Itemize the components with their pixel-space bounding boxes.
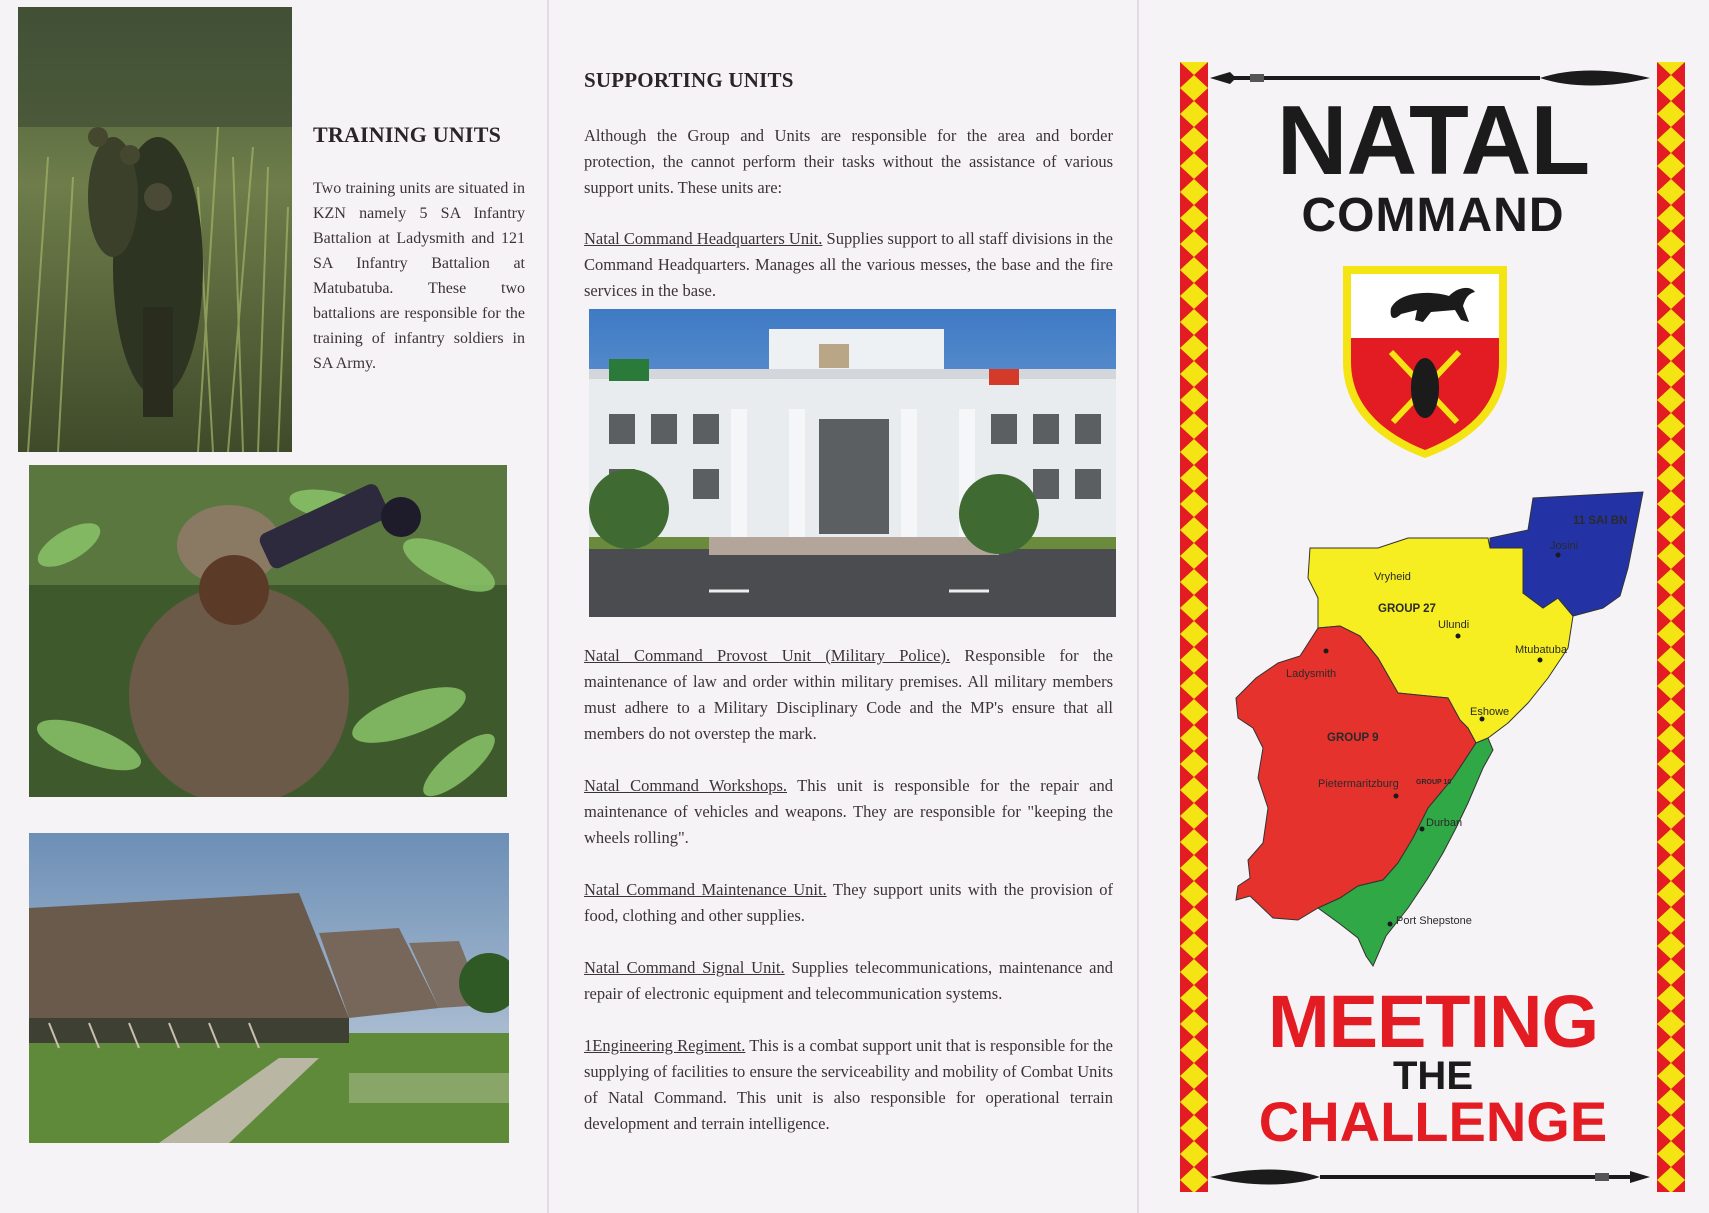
map-town-mtubatuba: Mtubatuba xyxy=(1515,644,1567,656)
training-units-heading: TRAINING UNITS xyxy=(313,122,502,147)
left-panel xyxy=(0,0,547,1213)
bottom-spear-icon xyxy=(1210,1165,1650,1189)
map-town-ladysmith: Ladysmith xyxy=(1286,668,1337,680)
natal-command-shield-emblem xyxy=(1339,262,1511,462)
hq-unit-description: Supplies support to all staff divisions in the Command Headquarters. Manages all the various messes, the base and the fire services in the base. xyxy=(584,229,1113,300)
signal-unit-description: Supplies telecommunications, maintenance and repair of electronic equipment and telecommunication systems. xyxy=(584,958,1114,1003)
left-zigzag-border xyxy=(1180,62,1208,1192)
map-town-eshowe: Eshowe xyxy=(1470,706,1510,718)
workshops-description: This unit is responsible for the repair and maintenance of vehicles and weapons. They are responsible for "keeping the wheels rolling". xyxy=(584,776,1113,847)
map-town-ulundi: Ulundi xyxy=(1438,619,1470,631)
fold-line-2 xyxy=(1137,0,1139,1213)
signal-unit-paragraph xyxy=(584,955,1113,1007)
supporting-units-heading: SUPPORTING UNITS xyxy=(584,68,794,92)
map-town-durban: Durban xyxy=(1426,817,1463,829)
thatched-buildings-photo xyxy=(29,833,509,1143)
map-label-11-sai-bn: 11 SAI BN xyxy=(1573,515,1628,527)
map-label-group-10: GROUP 10 xyxy=(1416,779,1452,786)
signal-unit-name: Natal Command Signal Unit. xyxy=(584,958,785,977)
slogan-challenge: CHALLENGE xyxy=(1258,1090,1608,1153)
map-label-group-27: GROUP 27 xyxy=(1378,603,1436,615)
support-units-list xyxy=(584,643,1113,1163)
provost-unit-name: Natal Command Provost Unit (Military Police). xyxy=(584,646,951,665)
supporting-units-intro: Although the Group and Units are responsible for the area and border protection, the cannot perform their tasks without the assistance of various support units. These units are: xyxy=(584,126,1113,197)
workshops-name: Natal Command Workshops. xyxy=(584,776,788,795)
maintenance-unit-paragraph xyxy=(584,877,1113,929)
title-command: COMMAND xyxy=(1301,189,1565,242)
slogan-the: THE xyxy=(1393,1054,1473,1098)
training-units-text: Two training units are situated in KZN namely 5 SA Infantry Battalion at Ladysmith and 121 SA Infantry Battalion at Matubatuba. These two battalions are responsible for the training of infantry soldiers in SA Army. xyxy=(313,180,525,372)
headquarters-building-photo xyxy=(589,309,1116,617)
soldier-grenade-launcher-photo xyxy=(29,465,507,797)
engineering-regiment-description: This is a combat support unit that is responsible for the supplying of facilities to ensure the serviceability and mobility of Combat Units of Natal Command. This unit is also responsible for operational terrain development and terrain intelligence. xyxy=(584,1036,1113,1133)
provost-unit-description: Responsible for the maintenance of law and order within military premises. All military members must adhere to a Military Disciplinary Code and the MP's ensure that all members do not overstep the mark. xyxy=(584,646,1114,743)
maintenance-unit-name: Natal Command Maintenance Unit. xyxy=(584,880,827,899)
kzn-regions-map xyxy=(1228,488,1648,970)
middle-panel xyxy=(547,0,1137,1213)
map-town-pietermaritzburg: Pietermaritzburg xyxy=(1318,778,1399,790)
provost-unit-paragraph xyxy=(584,643,1113,747)
workshops-paragraph xyxy=(584,773,1113,851)
map-town-vryheid: Vryheid xyxy=(1374,571,1411,583)
hq-unit-name: Natal Command Headquarters Unit. xyxy=(584,229,823,248)
slogan-meeting: MEETING xyxy=(1267,980,1599,1063)
maintenance-unit-description: They support units with the provision of food, clothing and other supplies. xyxy=(584,880,1113,925)
right-zigzag-border xyxy=(1657,62,1685,1192)
map-town-port-shepstone: Port Shepstone xyxy=(1396,915,1472,927)
soldiers-patrol-photo xyxy=(18,7,292,452)
map-town-josini: Josini xyxy=(1550,540,1579,552)
engineering-regiment-paragraph xyxy=(584,1033,1113,1137)
title-natal: NATAL xyxy=(1276,85,1590,195)
map-label-group-9: GROUP 9 xyxy=(1327,732,1379,744)
hq-unit-paragraph xyxy=(584,226,1113,304)
engineering-regiment-name: 1Engineering Regiment. xyxy=(584,1036,746,1055)
